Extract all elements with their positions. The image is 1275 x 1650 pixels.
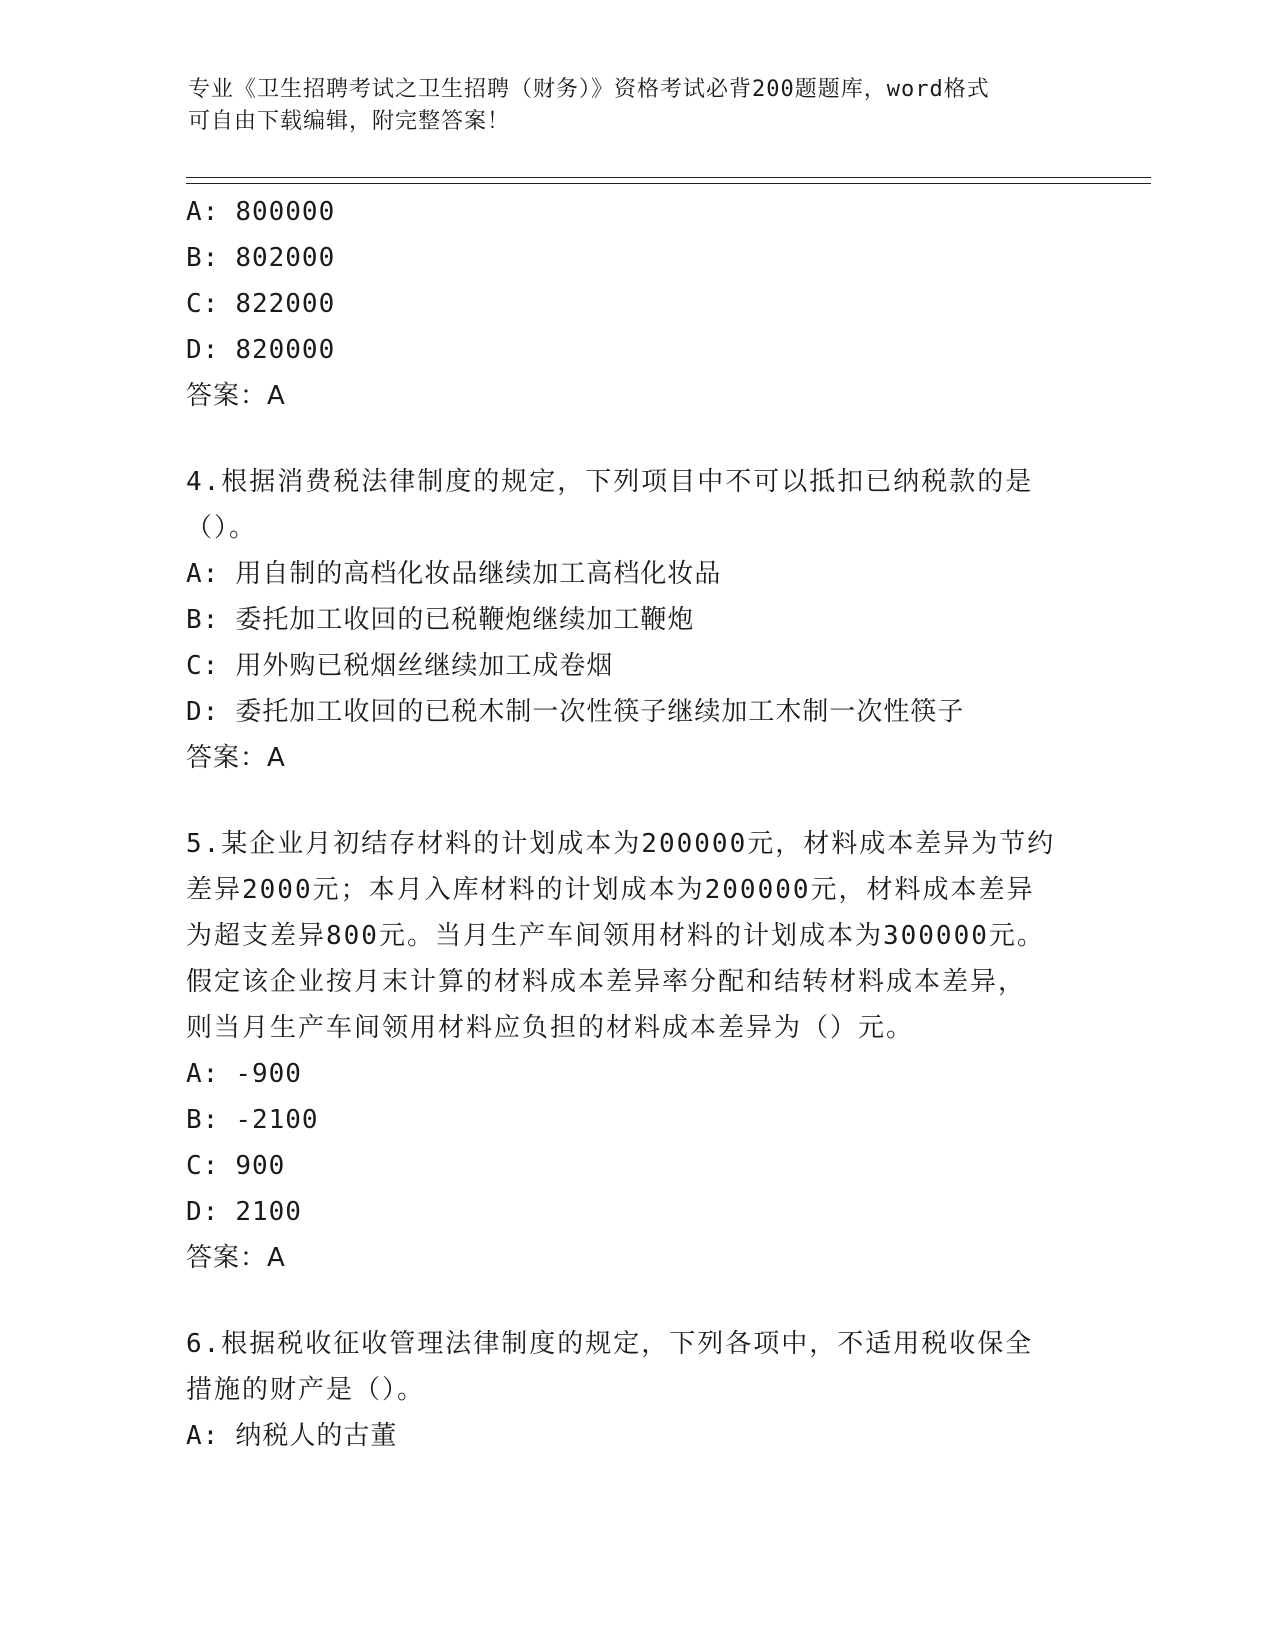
question-list <box>186 189 1086 1459</box>
option-c: C: 用外购已税烟丝继续加工成卷烟 <box>186 651 614 681</box>
question-stem: 5.某企业月初结存材料的计划成本为200000元，材料成本差异为节约 差异2000元；本月入库材料的计划成本为200000元，材料成本差异 为超支差异800元。当月生产车间领用材料的计划成本为300000元。 假定该企业按月末计算的材料成本差异率分配和结转材料成本差异， 则当月生产车间领用材料应负担的材料成本差异为（）元。 <box>186 829 1056 1043</box>
option-c: C: 900 <box>186 1151 286 1181</box>
question-stem: 4.根据消费税法律制度的规定，下列项目中不可以抵扣已纳税款的是 （）。 <box>186 467 1034 543</box>
option-b: B: -2100 <box>186 1105 319 1135</box>
option-b: B: 802000 <box>186 243 336 273</box>
option-a: A: 800000 <box>186 197 336 227</box>
question-6 <box>186 1321 1086 1459</box>
option-b: B: 委托加工收回的已税鞭炮继续加工鞭炮 <box>186 605 695 635</box>
question-4 <box>186 459 1086 781</box>
answer-line: 答案：A <box>186 381 286 411</box>
question-3 <box>186 189 1086 419</box>
document-header <box>188 74 1068 138</box>
option-a: A: 用自制的高档化妆品继续加工高档化妆品 <box>186 559 722 589</box>
header-divider-bottom <box>186 183 1151 184</box>
header-line-1: 专业《卫生招聘考试之卫生招聘（财务）》资格考试必背200题题库，word格式 <box>188 77 990 102</box>
option-d: D: 委托加工收回的已税木制一次性筷子继续加工木制一次性筷子 <box>186 697 965 727</box>
question-5 <box>186 821 1086 1281</box>
option-d: D: 2100 <box>186 1197 302 1227</box>
option-a: A: -900 <box>186 1059 302 1089</box>
header-divider-top <box>186 177 1151 178</box>
option-a: A: 纳税人的古董 <box>186 1421 398 1451</box>
header-line-2: 可自由下载编辑，附完整答案！ <box>188 109 511 134</box>
answer-line: 答案：A <box>186 743 286 773</box>
answer-line: 答案：A <box>186 1243 286 1273</box>
question-stem: 6.根据税收征收管理法律制度的规定，下列各项中，不适用税收保全 措施的财产是（）。 <box>186 1329 1034 1405</box>
option-d: D: 820000 <box>186 335 336 365</box>
option-c: C: 822000 <box>186 289 336 319</box>
